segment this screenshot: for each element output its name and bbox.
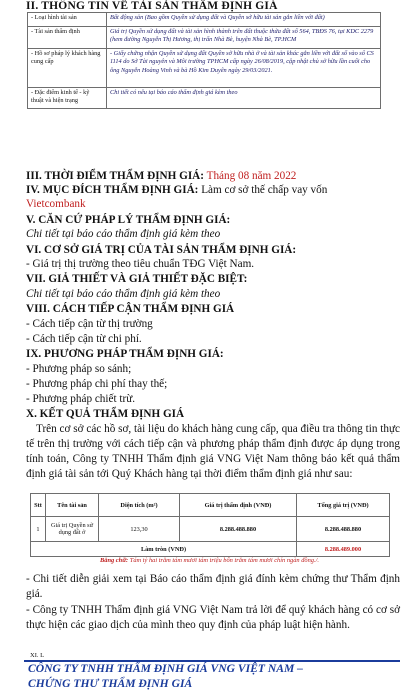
column-header: Giá trị thẩm định (VNĐ) [180,494,297,517]
table-row [31,517,390,542]
sum-value: 8.288.489.000 [297,542,390,557]
bank-name: Vietcombank [26,198,86,210]
list-item: - Phương pháp chi phí thay thế; [26,378,168,390]
table-row [28,49,381,88]
section-xi-label: XI. L [30,652,45,659]
list-item: - Cách tiếp cận từ thị trường [26,318,153,330]
section-ix-title: IX. PHƯƠNG PHÁP THẨM ĐỊNH GIÁ: [26,348,224,360]
section-iii-label: III. THỜI ĐIỂM THẨM ĐỊNH GIÁ: [26,170,204,182]
section-vi-title: VI. CƠ SỞ GIÁ TRỊ CỦA TÀI SẢN THẨM ĐỊNH GIÁ: [26,244,297,256]
table-cell: 123,30 [99,517,180,542]
section-v-title: V. CĂN CỨ PHÁP LÝ THẨM ĐỊNH GIÁ: [26,214,231,226]
column-header: Diện tích (m²) [99,494,180,517]
table-header-row [31,494,390,517]
note-paragraph: - Công ty TNHH Thẩm định giá VNG Việt Nam trả lời để quý khách hàng có cơ sở thực hiện các giao dịch của mình theo quy định của pháp luật hiện hành. [26,604,400,631]
amount-in-words-text: Tám tỷ hai trăm tám mươi tám triệu bốn trăm tám mươi chín ngàn đồng./. [129,557,319,564]
table-row [28,88,381,109]
amount-in-words-label: Bằng chữ: [100,557,129,564]
section-iv [26,184,400,197]
table-row [28,27,381,49]
section-v-text: Chi tiết tại báo cáo thẩm định giá kèm theo [26,228,221,240]
table-sum-row [31,542,390,557]
info-label: - Loại hình tài sản [28,13,107,27]
footer-document-title: CHỨNG THƯ THẨM ĐỊNH GIÁ [28,677,193,690]
table-cell: 8.288.488.880 [180,517,297,542]
amount-in-words [100,557,319,564]
info-value: Chi tiết có nêu tại báo cáo thẩm định giá kèm theo [107,88,381,109]
results-paragraph: Trên cơ sở các hồ sơ, tài liệu do khách hàng cung cấp, qua điều tra thông tin thực tế trên thị trường với cách tiếp cận và phương pháp thẩm định được áp dụng trong tính toán, Công ty TNHH Thẩm định giá VNG Việt Nam thông báo kết quả thẩm định giá tài sản tới Quý Khách hàng tại thời điểm thẩm định giá như sau: [26,423,400,480]
section-vi-text: - Giá trị thị trường theo tiêu chuẩn TĐG Việt Nam. [26,258,255,270]
info-value: Giá trị Quyền sử dụng đất và tài sản hình thành trên đất thuộc thửa đất số 564, TBĐS 76, tại KDC 2279 (hem đường Nguyễn Thị Hương, thị trấn Nhà Bè, huyện Nhà Bè, TP.HCM [107,27,381,49]
info-label: - Đặc điểm kinh tế - kỹ thuật và hiện trạng [28,88,107,109]
appraisal-date: Tháng 08 năm 2022 [206,170,297,182]
note-paragraph: - Chi tiết diễn giải xem tại Báo cáo thẩm định giá đính kèm chứng thư Thẩm định giá. [26,573,400,600]
section-vii-title: VII. GIẢ THIẾT VÀ GIẢ THIẾT ĐẶC BIỆT: [26,273,248,285]
footer-company: CÔNG TY TNHH THẨM ĐỊNH GIÁ VNG VIỆT NAM – [28,662,303,675]
results-table [30,493,390,557]
info-label: - Tài sản thẩm định [28,27,107,49]
section-ii-title: II. THÔNG TIN VỀ TÀI SẢN THẨM ĐỊNH GIÁ [26,0,278,12]
table-cell: 1 [31,517,46,542]
sum-label: Làm tròn (VNĐ) [31,542,297,557]
list-item: - Phương pháp chiết trừ. [26,393,136,405]
table-cell: Giá trị Quyền sử dụng đất ở [46,517,99,542]
table-row [28,13,381,27]
property-info-table [27,12,381,109]
list-item: - Cách tiếp cận từ chi phí. [26,333,142,345]
section-vii-text: Chi tiết tại báo cáo thẩm định giá kèm theo [26,288,221,300]
list-item: - Phương pháp so sánh; [26,363,132,375]
purpose-text: Làm cơ sở thế chấp vay vốn [201,184,328,196]
section-iv-label: IV. MỤC ĐÍCH THẨM ĐỊNH GIÁ: [26,184,199,196]
section-iii [26,170,400,183]
info-value: Bất động sản (Bao gồm Quyền sử dụng đất và Quyền sở hữu tài sản gắn liền với đất) [107,13,381,27]
section-viii-title: VIII. CÁCH TIẾP CẬN THẨM ĐỊNH GIÁ [26,303,235,315]
column-header: Tổng giá trị (VNĐ) [297,494,390,517]
info-value: - Giấy chứng nhận Quyền sử dụng đất Quyền sở hữu nhà ở và tài sản khác gắn liền với đất số vào sổ CS 1114 do Sở Tài nguyên và Môi trường TPHCM cấp ngày 26/08/2019, cập nhật chủ sở hữu lần cuối cho ông Nguyễn Hoàng Vinh và bà Hồ Kim Duyên ngày 29/03/2021. [107,49,381,88]
column-header: Stt [31,494,46,517]
table-cell: 8.288.488.880 [297,517,390,542]
section-x-title: X. KẾT QUẢ THẨM ĐỊNH GIÁ [26,408,185,420]
column-header: Tên tài sản [46,494,99,517]
info-label: - Hồ sơ pháp lý khách hàng cung cấp [28,49,107,88]
